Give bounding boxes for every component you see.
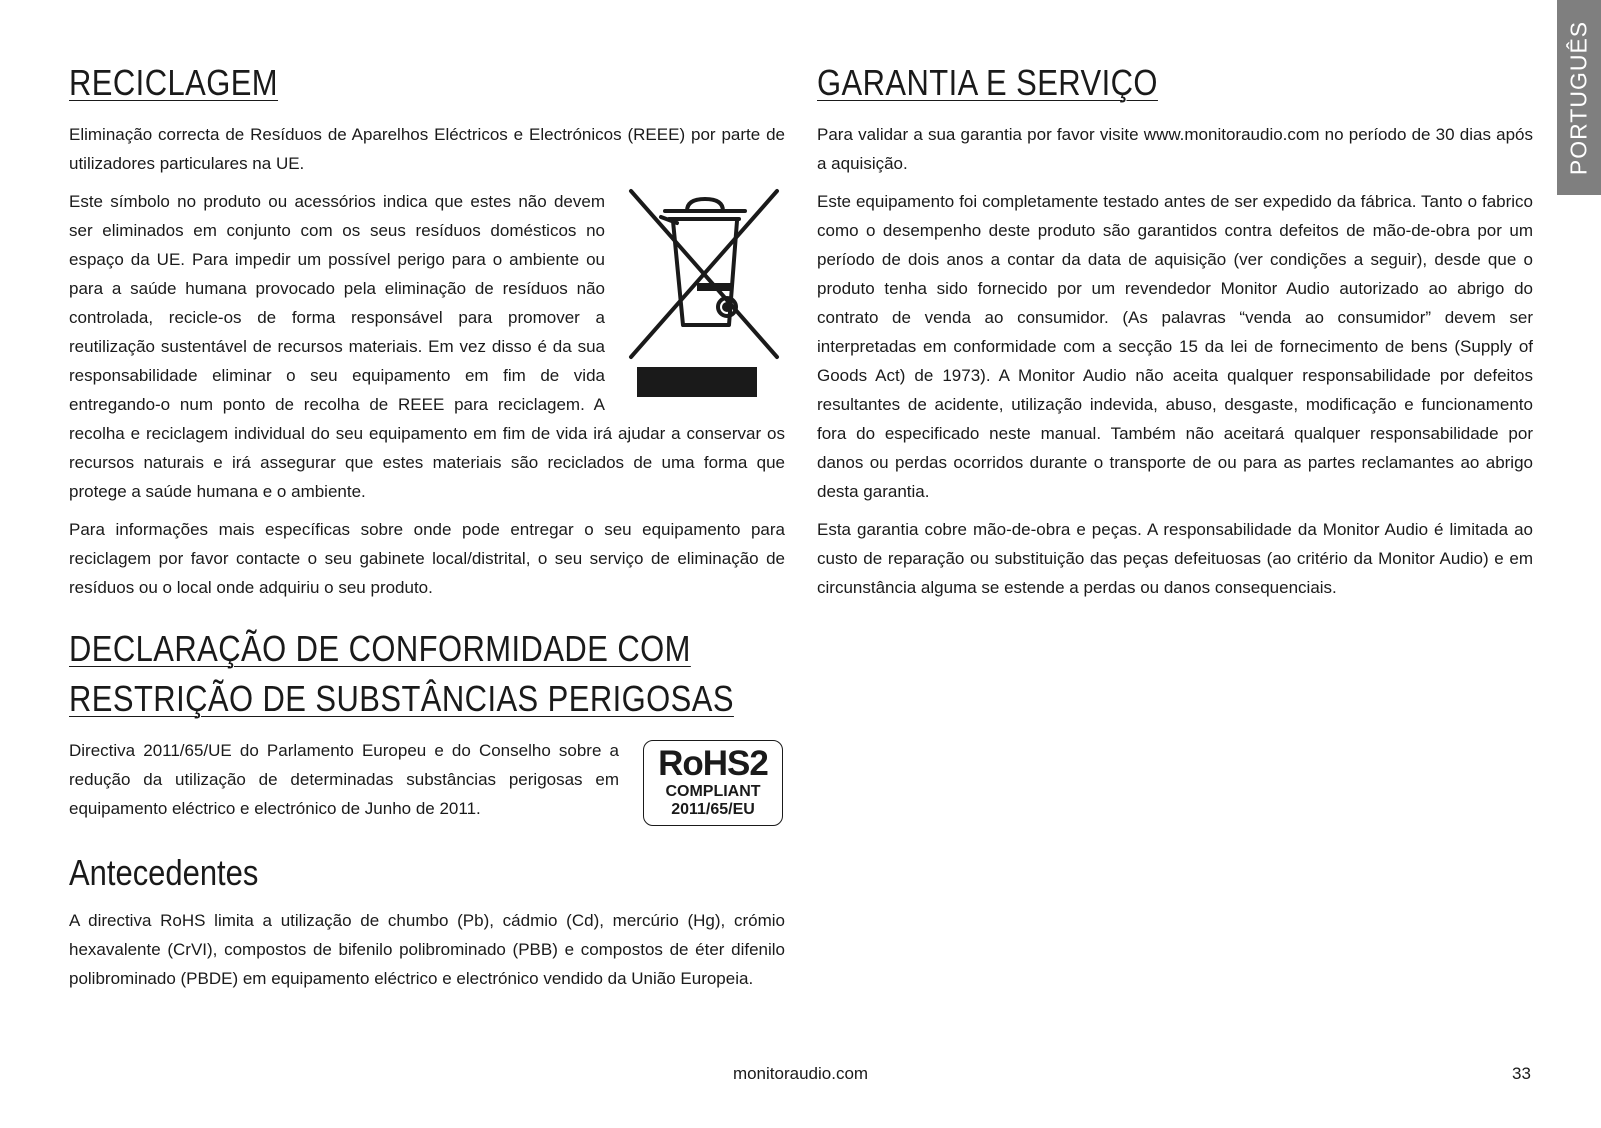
warranty-coverage-text: Esta garantia cobre mão-de-obra e peças. A responsabilidade da Monitor Audio é limitada ao custo de reparação ou substituição das peças defeituosas (ao critério da Monitor Audio) e em circunstância alguma se estende a perdas ou danos consequenciais. xyxy=(817,520,1533,597)
rohs-heading: DECLARAÇÃO DE CONFORMIDADE COM RESTRIÇÃO DE SUBSTÂNCIAS PERIGOSAS xyxy=(69,628,734,719)
rohs2-compliant-logo xyxy=(643,740,783,826)
footer-site: monitoraudio.com xyxy=(732,1064,869,1083)
warranty-validate-text: Para validar a sua garantia por favor visite www.monitoraudio.com no período de 30 dias após a aquisição. xyxy=(817,125,1533,173)
language-tab-label: PORTUGUÊS xyxy=(1565,20,1592,175)
recycling-intro: Eliminação correcta de Resíduos de Aparelhos Eléctricos e Electrónicos (REEE) por parte de utilizadores particulares na UE. xyxy=(69,125,785,173)
rohs-logo-line2: 2011/65/EU xyxy=(671,801,755,818)
warranty-terms-text: Este equipamento foi completamente testado antes de ser expedido da fábrica. Tanto o fabrico como o desempenho deste produto são garantidos contra defeitos de mão-de-obra por um período de dois anos a contar da data de aquisição (ver condições a seguir), desde que o produto tenha sido fornecido por um revendedor Monitor Audio autorizado ao abrigo do contrato de venda ao consumidor. (As palavras “venda ao consumidor” devem ser interpretadas em conformidade com a secção 15 da lei de fornecimento de bens (Supply of Goods Act) de 1973). A Monitor Audio não aceita qualquer responsabilidade por defeitos resultantes de acidente, utilização indevida, abuso, desgaste, modificação e funcionamento fora do especificado neste manual. Também não aceitará qualquer responsabilidade por danos ou perdas ocorridos durante o transporte de ou para as partes reclamantes ao abrigo desta garantia. xyxy=(817,192,1533,501)
recycling-contact-text: Para informações mais específicas sobre onde pode entregar o seu equipamento para reciclagem por favor contacte o seu gabinete local/distrital, o seu serviço de eliminação de resíduos ou o local onde adquiriu o seu produto. xyxy=(69,520,785,597)
recycling-symbol-text: Este símbolo no produto ou acessórios indica que estes não devem ser eliminados em conjunto com os seus resíduos domésticos no espaço da UE. Para impedir um possível perigo para o ambiente ou para a saúde humana provocado pela eliminação de resíduos não controlada, recicle-os de forma responsável para promover a reutilização sustentável de recursos materiais. Em vez disso é da sua responsabilidade eliminar o seu equipamento em fim de vida entregando-o num ponto de recolha de REEE para reciclagem. A recolha e reciclagem individual do seu equipamento em fim de vida irá ajudar a conservar os recursos naturais e irá assegurar que estes materiais são reciclados de uma forma que protege a saúde humana e o ambiente. xyxy=(69,192,785,501)
recycling-heading: RECICLAGEM xyxy=(69,62,279,103)
right-column xyxy=(817,58,1533,611)
rohs-directive-text: Directiva 2011/65/UE do Parlamento Europeu e do Conselho sobre a redução da utilização de determinadas substâncias perigosas em equipamento eléctrico e electrónico de Junho de 2011. xyxy=(69,741,619,818)
crossed-out-wheelie-bin-icon xyxy=(625,187,785,397)
background-heading: Antecedentes xyxy=(69,852,259,893)
background-text: A directiva RoHS limita a utilização de chumbo (Pb), cádmio (Cd), mercúrio (Hg), crómio hexavalente (CrVI), compostos de bifenilo polibrominado (PBB) e compostos de éter difenilo polibrominado (PBDE) em equipamento eléctrico e electrónico vendido da União Europeia. xyxy=(69,911,785,988)
rohs-logo-title: RoHS2 xyxy=(658,744,768,783)
page-number: 33 xyxy=(1512,1064,1531,1083)
rohs-logo-line1: COMPLIANT xyxy=(665,783,761,800)
left-column xyxy=(69,58,785,1002)
warranty-heading: GARANTIA E SERVIÇO xyxy=(817,62,1158,103)
language-tab xyxy=(1557,0,1601,195)
